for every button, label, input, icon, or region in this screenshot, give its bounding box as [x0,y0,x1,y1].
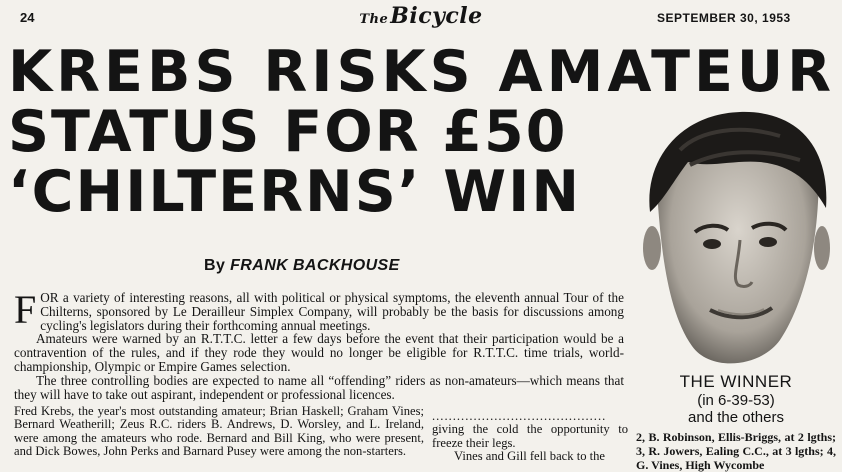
column-left-text: Fred Krebs, the year's most outstanding amateur; Brian Haskell; Graham Vines; Bernard Weatherill; Zeus R.C. riders B. Andrews, D. Worsley, and L. Ireland, were among the amateurs who rode. Bernard and Bill King, who were present, and Dick Bowes, John Perks and Barnard Pusey were among the non-starters. [14,404,424,459]
caption-line-2: (in 6-39-53) [697,392,775,409]
headline-line-2: STATUS FOR £50 [8,99,568,165]
photo-caption [646,372,826,426]
article-headline [8,39,836,225]
winner-portrait-photo [640,110,830,378]
section-separator: .......................................... [432,410,607,423]
headline-line-3: ‘CHILTERNS’ WIN [8,159,582,225]
intro-paragraph-3: The three controlling bodies are expected to name all “offending” riders as non-amateurs—which means that they will have to take out aspirant, independent or professional licences. [14,372,624,402]
page-number: 24 [20,10,35,25]
column-right-paragraph-1: giving the cold the opportunity to freeze their legs. [432,422,628,450]
intro-paragraph-2: Amateurs were warned by an R.T.T.C. letter a few days before the event that their participation would be a contravention of the rules, and if they rode they would no longer be eligible for R.T.T.C. time trials, world-championship, Olympic or Empire Games selection. [14,331,624,374]
intro-text [14,287,624,402]
caption-line-3: and the others [688,409,784,426]
drop-cap: F [14,287,37,332]
headline-line-1: KREBS RISKS AMATEUR [8,39,836,105]
race-results: 2, B. Robinson, Ellis-Briggs, at 2 lgths; 3, R. Jowers, Ealing C.C., at 3 lgths; 4, G. Vines, High Wycombe [636,430,836,472]
caption-line-1: THE WINNER [679,372,793,391]
column-right-text [432,410,628,464]
issue-date: SEPTEMBER 30, 1953 [657,11,791,25]
byline-prefix: By [204,257,226,274]
masthead-logo: TheBicycle [359,3,483,29]
intro-paragraph-1: FOR a variety of interesting reasons, all with political or physical symptoms, the eleventh annual Tour of the Chilterns, sponsored by Le Derailleur Simplex Company, will probably be the basis for discussions among cycling's legislators during their forthcoming annual meetings. [14,287,624,333]
column-right-paragraph-2: Vines and Gill fell back to the [454,449,606,464]
byline [204,257,400,275]
byline-author: FRANK BACKHOUSE [230,257,400,274]
